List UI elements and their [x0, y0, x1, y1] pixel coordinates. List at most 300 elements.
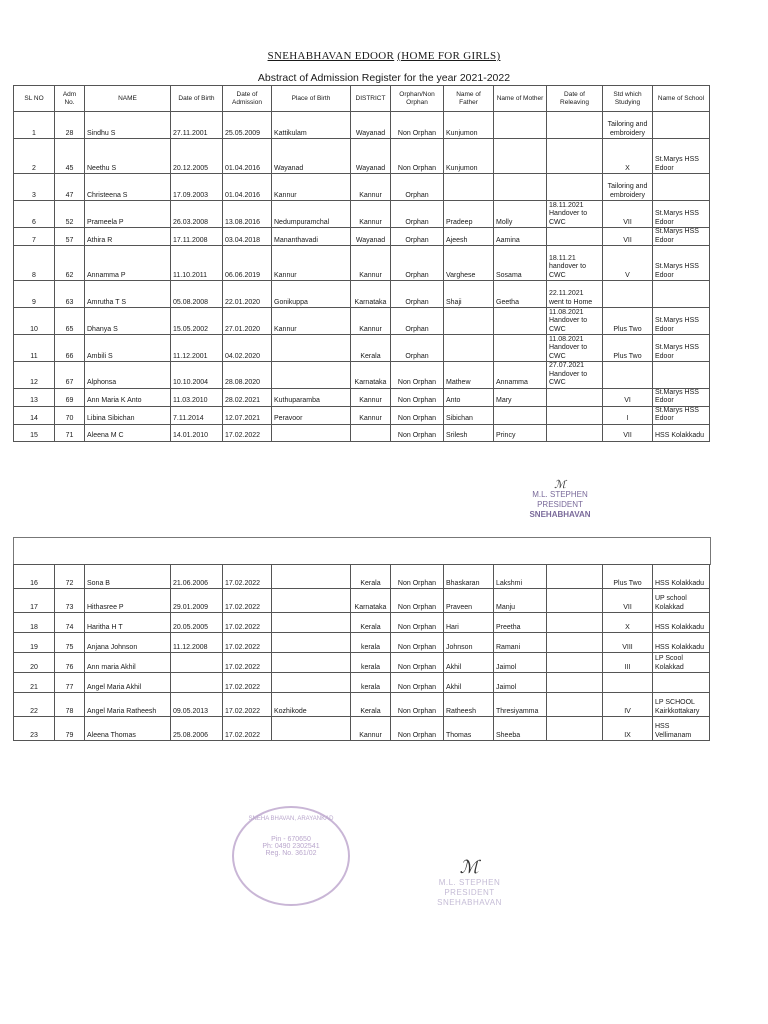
- cell-dob: 11.10.2011: [171, 246, 223, 281]
- cell-mother: Lakshmi: [494, 565, 547, 589]
- cell-district: kerala: [351, 653, 391, 673]
- cell-orphan: Orphan: [391, 335, 444, 362]
- org-name: SNEHABHAVAN EDOOR: [267, 50, 395, 62]
- table-row: [14, 246, 710, 281]
- cell-adm: 63: [55, 281, 85, 308]
- cell-school: St.Marys HSS Edoor: [653, 335, 710, 362]
- cell-mother: [494, 406, 547, 424]
- cell-sl: 16: [14, 565, 55, 589]
- cell-std: Plus Two: [603, 308, 653, 335]
- column-header: NAME: [85, 86, 171, 112]
- sig2-name: M.L. STEPHEN: [438, 878, 501, 887]
- cell-dob: 09.05.2013: [171, 693, 223, 717]
- cell-doa: 04.02.2020: [223, 335, 272, 362]
- cell-dob: 20.12.2005: [171, 139, 223, 174]
- cell-doa: 17.02.2022: [223, 613, 272, 633]
- cell-school: St.Marys HSS Edoor: [653, 308, 710, 335]
- cell-district: Kerala: [351, 613, 391, 633]
- cell-father: Kunjumon: [444, 112, 494, 139]
- cell-orphan: Non Orphan: [391, 717, 444, 741]
- cell-std: IX: [603, 717, 653, 741]
- cell-place: Wayanad: [272, 139, 351, 174]
- cell-sl: 12: [14, 362, 55, 389]
- cell-mother: Manju: [494, 589, 547, 613]
- column-header: Date of Admission: [223, 86, 272, 112]
- cell-name: Dhanya S: [85, 308, 171, 335]
- cell-district: [351, 424, 391, 441]
- cell-mother: Annamma: [494, 362, 547, 389]
- cell-orphan: Orphan: [391, 228, 444, 246]
- cell-name: Ann Maria K Anto: [85, 388, 171, 406]
- cell-std: III: [603, 653, 653, 673]
- column-header: Std which Studying: [603, 86, 653, 112]
- cell-mother: [494, 335, 547, 362]
- cell-place: [272, 633, 351, 653]
- cell-mother: Sheeba: [494, 717, 547, 741]
- cell-district: Wayanad: [351, 139, 391, 174]
- cell-release: [547, 228, 603, 246]
- cell-orphan: Non Orphan: [391, 653, 444, 673]
- cell-dob: 21.06.2006: [171, 565, 223, 589]
- institution-seal: [232, 806, 350, 906]
- cell-sl: 7: [14, 228, 55, 246]
- cell-doa: 28.08.2020: [223, 362, 272, 389]
- cell-mother: Ramani: [494, 633, 547, 653]
- cell-place: Kannur: [272, 174, 351, 201]
- cell-mother: [494, 112, 547, 139]
- column-header: SL NO: [14, 86, 55, 112]
- cell-std: [603, 281, 653, 308]
- cell-mother: Sosama: [494, 246, 547, 281]
- cell-sl: 3: [14, 174, 55, 201]
- cell-father: Akhil: [444, 653, 494, 673]
- cell-adm: 71: [55, 424, 85, 441]
- cell-doa: 13.08.2016: [223, 201, 272, 228]
- table-row: [14, 424, 710, 441]
- cell-orphan: Non Orphan: [391, 633, 444, 653]
- cell-dob: 20.05.2005: [171, 613, 223, 633]
- cell-release: 11.08.2021 Handover to CWC: [547, 308, 603, 335]
- cell-doa: 06.06.2019: [223, 246, 272, 281]
- cell-doa: 17.02.2022: [223, 633, 272, 653]
- cell-doa: 03.04.2018: [223, 228, 272, 246]
- cell-name: Athira R: [85, 228, 171, 246]
- cell-school: LP Scool Kolakkad: [653, 653, 710, 673]
- cell-school: [653, 281, 710, 308]
- admission-table-page2: [13, 564, 710, 741]
- table-row: [14, 362, 710, 389]
- cell-mother: Jaimol: [494, 673, 547, 693]
- cell-school: LP SCHOOL Kairkkottakary: [653, 693, 710, 717]
- cell-school: St.Marys HSS Edoor: [653, 388, 710, 406]
- cell-orphan: Non Orphan: [391, 388, 444, 406]
- cell-release: [547, 693, 603, 717]
- cell-std: V: [603, 246, 653, 281]
- cell-adm: 28: [55, 112, 85, 139]
- cell-mother: Aamina: [494, 228, 547, 246]
- column-header: Name of Mother: [494, 86, 547, 112]
- cell-adm: 52: [55, 201, 85, 228]
- cell-father: Mathew: [444, 362, 494, 389]
- cell-place: [272, 424, 351, 441]
- cell-district: kerala: [351, 673, 391, 693]
- cell-std: [603, 362, 653, 389]
- cell-father: Thomas: [444, 717, 494, 741]
- cell-orphan: Non Orphan: [391, 673, 444, 693]
- cell-school: HSS Kolakkadu: [653, 565, 710, 589]
- cell-mother: Preetha: [494, 613, 547, 633]
- cell-std: VII: [603, 228, 653, 246]
- cell-district: Kerala: [351, 693, 391, 717]
- cell-adm: 65: [55, 308, 85, 335]
- cell-release: [547, 717, 603, 741]
- table-row: [14, 139, 710, 174]
- cell-name: Ann maria Akhil: [85, 653, 171, 673]
- cell-name: Annamma P: [85, 246, 171, 281]
- cell-sl: 18: [14, 613, 55, 633]
- table-row: [14, 174, 710, 201]
- column-header: Adm No.: [55, 86, 85, 112]
- cell-release: [547, 613, 603, 633]
- cell-std: VIII: [603, 633, 653, 653]
- cell-std: IV: [603, 693, 653, 717]
- cell-adm: 70: [55, 406, 85, 424]
- cell-father: Anto: [444, 388, 494, 406]
- cell-name: Sona B: [85, 565, 171, 589]
- cell-release: 27.07.2021 Handover to CWC: [547, 362, 603, 389]
- seal-pin: Pin - 670650: [271, 836, 311, 843]
- cell-place: Kattikulam: [272, 112, 351, 139]
- cell-father: Bhaskaran: [444, 565, 494, 589]
- table-row: [14, 201, 710, 228]
- cell-dob: 27.11.2001: [171, 112, 223, 139]
- table-row: [14, 717, 710, 741]
- cell-doa: 22.01.2020: [223, 281, 272, 308]
- sig1-role: PRESIDENT: [537, 500, 583, 509]
- cell-orphan: Non Orphan: [391, 424, 444, 441]
- cell-district: Kerala: [351, 335, 391, 362]
- cell-doa: 17.02.2022: [223, 565, 272, 589]
- cell-district: Kannur: [351, 174, 391, 201]
- cell-orphan: Orphan: [391, 246, 444, 281]
- cell-district: Kannur: [351, 406, 391, 424]
- cell-name: Angel Maria Ratheesh: [85, 693, 171, 717]
- cell-orphan: Orphan: [391, 308, 444, 335]
- cell-name: Christeena S: [85, 174, 171, 201]
- cell-father: Praveen: [444, 589, 494, 613]
- cell-sl: 6: [14, 201, 55, 228]
- cell-doa: 28.02.2021: [223, 388, 272, 406]
- cell-school: [653, 112, 710, 139]
- cell-sl: 11: [14, 335, 55, 362]
- cell-dob: 10.10.2004: [171, 362, 223, 389]
- cell-std: VI: [603, 388, 653, 406]
- cell-name: Angel Maria Akhil: [85, 673, 171, 693]
- column-header: Name of Father: [444, 86, 494, 112]
- cell-doa: 01.04.2016: [223, 174, 272, 201]
- cell-name: Aleena Thomas: [85, 717, 171, 741]
- cell-name: Sindhu S: [85, 112, 171, 139]
- cell-adm: 79: [55, 717, 85, 741]
- cell-sl: 9: [14, 281, 55, 308]
- table-row: [14, 589, 710, 613]
- cell-district: Kannur: [351, 308, 391, 335]
- cell-adm: 45: [55, 139, 85, 174]
- cell-district: Kerala: [351, 565, 391, 589]
- page2-header-band: [13, 537, 711, 565]
- cell-place: Kozhikode: [272, 693, 351, 717]
- seal-ring-text: SNEHA BHAVAN, ARAYANKAD: [248, 816, 334, 822]
- cell-std: Tailoring and embroidery: [603, 174, 653, 201]
- cell-father: Varghese: [444, 246, 494, 281]
- org-sub: (HOME FOR GIRLS): [397, 50, 501, 62]
- cell-place: [272, 565, 351, 589]
- cell-sl: 21: [14, 673, 55, 693]
- cell-dob: [171, 673, 223, 693]
- cell-doa: 27.01.2020: [223, 308, 272, 335]
- cell-release: [547, 673, 603, 693]
- cell-dob: 25.08.2006: [171, 717, 223, 741]
- cell-mother: Geetha: [494, 281, 547, 308]
- cell-school: [653, 673, 710, 693]
- cell-father: Shaji: [444, 281, 494, 308]
- cell-place: Nedumpuramchal: [272, 201, 351, 228]
- cell-place: [272, 717, 351, 741]
- column-header: Place of Birth: [272, 86, 351, 112]
- table-row: [14, 335, 710, 362]
- cell-release: [547, 424, 603, 441]
- cell-father: Kunjumon: [444, 139, 494, 174]
- cell-dob: [171, 653, 223, 673]
- cell-father: [444, 308, 494, 335]
- cell-mother: Thresiyamma: [494, 693, 547, 717]
- cell-dob: 26.03.2008: [171, 201, 223, 228]
- cell-place: Kannur: [272, 308, 351, 335]
- signature-scribble-icon: ℳ: [459, 857, 480, 878]
- cell-district: Kannur: [351, 246, 391, 281]
- cell-name: Ambili S: [85, 335, 171, 362]
- cell-orphan: Non Orphan: [391, 565, 444, 589]
- cell-name: Neethu S: [85, 139, 171, 174]
- cell-place: [272, 673, 351, 693]
- table-header-row: [14, 86, 710, 112]
- cell-adm: 67: [55, 362, 85, 389]
- cell-place: Gonikuppa: [272, 281, 351, 308]
- cell-release: [547, 388, 603, 406]
- cell-sl: 20: [14, 653, 55, 673]
- table-row: [14, 565, 710, 589]
- cell-release: [547, 112, 603, 139]
- cell-doa: 17.02.2022: [223, 717, 272, 741]
- cell-mother: [494, 174, 547, 201]
- cell-name: Libina Sibichan: [85, 406, 171, 424]
- cell-father: Pradeep: [444, 201, 494, 228]
- cell-district: Kannur: [351, 717, 391, 741]
- cell-sl: 19: [14, 633, 55, 653]
- cell-district: Kannur: [351, 388, 391, 406]
- cell-orphan: Non Orphan: [391, 362, 444, 389]
- cell-std: X: [603, 139, 653, 174]
- cell-std: X: [603, 613, 653, 633]
- signature-scribble-icon: ℳ: [554, 478, 566, 491]
- cell-std: Tailoring and embroidery: [603, 112, 653, 139]
- cell-dob: 11.12.2001: [171, 335, 223, 362]
- column-header: DISTRICT: [351, 86, 391, 112]
- cell-release: 22.11.2021 went to Home: [547, 281, 603, 308]
- cell-place: Kannur: [272, 246, 351, 281]
- cell-mother: [494, 308, 547, 335]
- cell-school: [653, 174, 710, 201]
- cell-dob: 11.03.2010: [171, 388, 223, 406]
- cell-doa: 01.04.2016: [223, 139, 272, 174]
- cell-sl: 14: [14, 406, 55, 424]
- cell-school: St.Marys HSS Edoor: [653, 246, 710, 281]
- cell-adm: 66: [55, 335, 85, 362]
- cell-adm: 77: [55, 673, 85, 693]
- cell-release: [547, 565, 603, 589]
- column-header: Name of School: [653, 86, 710, 112]
- cell-adm: 75: [55, 633, 85, 653]
- cell-adm: 62: [55, 246, 85, 281]
- cell-release: [547, 174, 603, 201]
- seal-phone: Ph: 0490 2302541: [262, 843, 320, 850]
- cell-dob: 17.09.2003: [171, 174, 223, 201]
- cell-mother: Princy: [494, 424, 547, 441]
- cell-sl: 8: [14, 246, 55, 281]
- cell-father: Hari: [444, 613, 494, 633]
- president-signature-2: [412, 858, 527, 908]
- cell-release: 18.11.2021 Handover to CWC: [547, 201, 603, 228]
- cell-dob: 14.01.2010: [171, 424, 223, 441]
- cell-std: Plus Two: [603, 565, 653, 589]
- cell-release: [547, 633, 603, 653]
- cell-mother: [494, 139, 547, 174]
- cell-mother: Molly: [494, 201, 547, 228]
- cell-release: [547, 589, 603, 613]
- cell-orphan: Non Orphan: [391, 613, 444, 633]
- cell-school: St.Marys HSS Edoor: [653, 139, 710, 174]
- cell-father: Srilesh: [444, 424, 494, 441]
- cell-name: Haritha H T: [85, 613, 171, 633]
- cell-school: HSS Vellimanam: [653, 717, 710, 741]
- cell-orphan: Orphan: [391, 201, 444, 228]
- cell-name: Alphonsa: [85, 362, 171, 389]
- column-header: Orphan/Non Orphan: [391, 86, 444, 112]
- cell-sl: 23: [14, 717, 55, 741]
- cell-district: Karnataka: [351, 281, 391, 308]
- cell-orphan: Non Orphan: [391, 693, 444, 717]
- cell-adm: 69: [55, 388, 85, 406]
- cell-orphan: Non Orphan: [391, 589, 444, 613]
- cell-orphan: Non Orphan: [391, 112, 444, 139]
- cell-father: [444, 335, 494, 362]
- cell-district: kerala: [351, 633, 391, 653]
- cell-doa: 17.02.2022: [223, 589, 272, 613]
- cell-adm: 57: [55, 228, 85, 246]
- cell-sl: 10: [14, 308, 55, 335]
- cell-father: [444, 174, 494, 201]
- cell-orphan: Non Orphan: [391, 139, 444, 174]
- cell-sl: 13: [14, 388, 55, 406]
- cell-doa: 17.02.2022: [223, 653, 272, 673]
- register-subtitle: Abstract of Admission Register for the year 2021-2022: [257, 72, 511, 84]
- cell-dob: 7.11.2014: [171, 406, 223, 424]
- table-row: [14, 112, 710, 139]
- cell-release: [547, 139, 603, 174]
- table-row: [14, 613, 710, 633]
- sig2-org: SNEHABHAVAN: [437, 898, 502, 907]
- cell-sl: 17: [14, 589, 55, 613]
- sig1-name: M.L. STEPHEN: [532, 490, 588, 499]
- cell-place: [272, 335, 351, 362]
- seal-reg: Reg. No. 361/02: [265, 850, 317, 857]
- cell-school: St.Marys HSS Edoor: [653, 201, 710, 228]
- cell-doa: 17.02.2022: [223, 673, 272, 693]
- cell-place: [272, 653, 351, 673]
- table-row: [14, 673, 710, 693]
- cell-mother: Jaimol: [494, 653, 547, 673]
- column-header: Date of Releaving: [547, 86, 603, 112]
- cell-school: St.Marys HSS Edoor: [653, 406, 710, 424]
- cell-release: [547, 406, 603, 424]
- table-row: [14, 693, 710, 717]
- cell-release: 18.11.21 handover to CWC: [547, 246, 603, 281]
- cell-place: [272, 362, 351, 389]
- cell-district: Wayanad: [351, 112, 391, 139]
- cell-place: Peravoor: [272, 406, 351, 424]
- president-signature-1: [495, 480, 625, 520]
- cell-std: VII: [603, 589, 653, 613]
- cell-sl: 15: [14, 424, 55, 441]
- cell-dob: 05.08.2008: [171, 281, 223, 308]
- table-row: [14, 388, 710, 406]
- cell-release: [547, 653, 603, 673]
- column-header: Date of Birth: [171, 86, 223, 112]
- cell-name: Anjana Johnson: [85, 633, 171, 653]
- cell-dob: 15.05.2002: [171, 308, 223, 335]
- cell-doa: 12.07.2021: [223, 406, 272, 424]
- table-row: [14, 228, 710, 246]
- cell-place: [272, 613, 351, 633]
- cell-adm: 73: [55, 589, 85, 613]
- sig2-role: PRESIDENT: [444, 888, 495, 897]
- cell-std: VII: [603, 424, 653, 441]
- cell-std: Plus Two: [603, 335, 653, 362]
- cell-doa: 25.05.2009: [223, 112, 272, 139]
- cell-adm: 78: [55, 693, 85, 717]
- cell-orphan: Orphan: [391, 281, 444, 308]
- cell-district: Kannur: [351, 201, 391, 228]
- cell-orphan: Orphan: [391, 174, 444, 201]
- cell-school: UP school Kolakkad: [653, 589, 710, 613]
- cell-place: Mananthavadi: [272, 228, 351, 246]
- table-row: [14, 633, 710, 653]
- cell-dob: 17.11.2008: [171, 228, 223, 246]
- cell-father: Johnson: [444, 633, 494, 653]
- cell-std: [603, 673, 653, 693]
- cell-adm: 47: [55, 174, 85, 201]
- cell-dob: 29.01.2009: [171, 589, 223, 613]
- cell-school: St.Marys HSS Edoor: [653, 228, 710, 246]
- cell-school: HSS Kolakkadu: [653, 613, 710, 633]
- cell-name: Aleena M C: [85, 424, 171, 441]
- cell-name: Prameela P: [85, 201, 171, 228]
- cell-orphan: Non Orphan: [391, 406, 444, 424]
- cell-school: [653, 362, 710, 389]
- cell-name: Hithasree P: [85, 589, 171, 613]
- cell-doa: 17.02.2022: [223, 424, 272, 441]
- cell-school: HSS Kolakkadu: [653, 633, 710, 653]
